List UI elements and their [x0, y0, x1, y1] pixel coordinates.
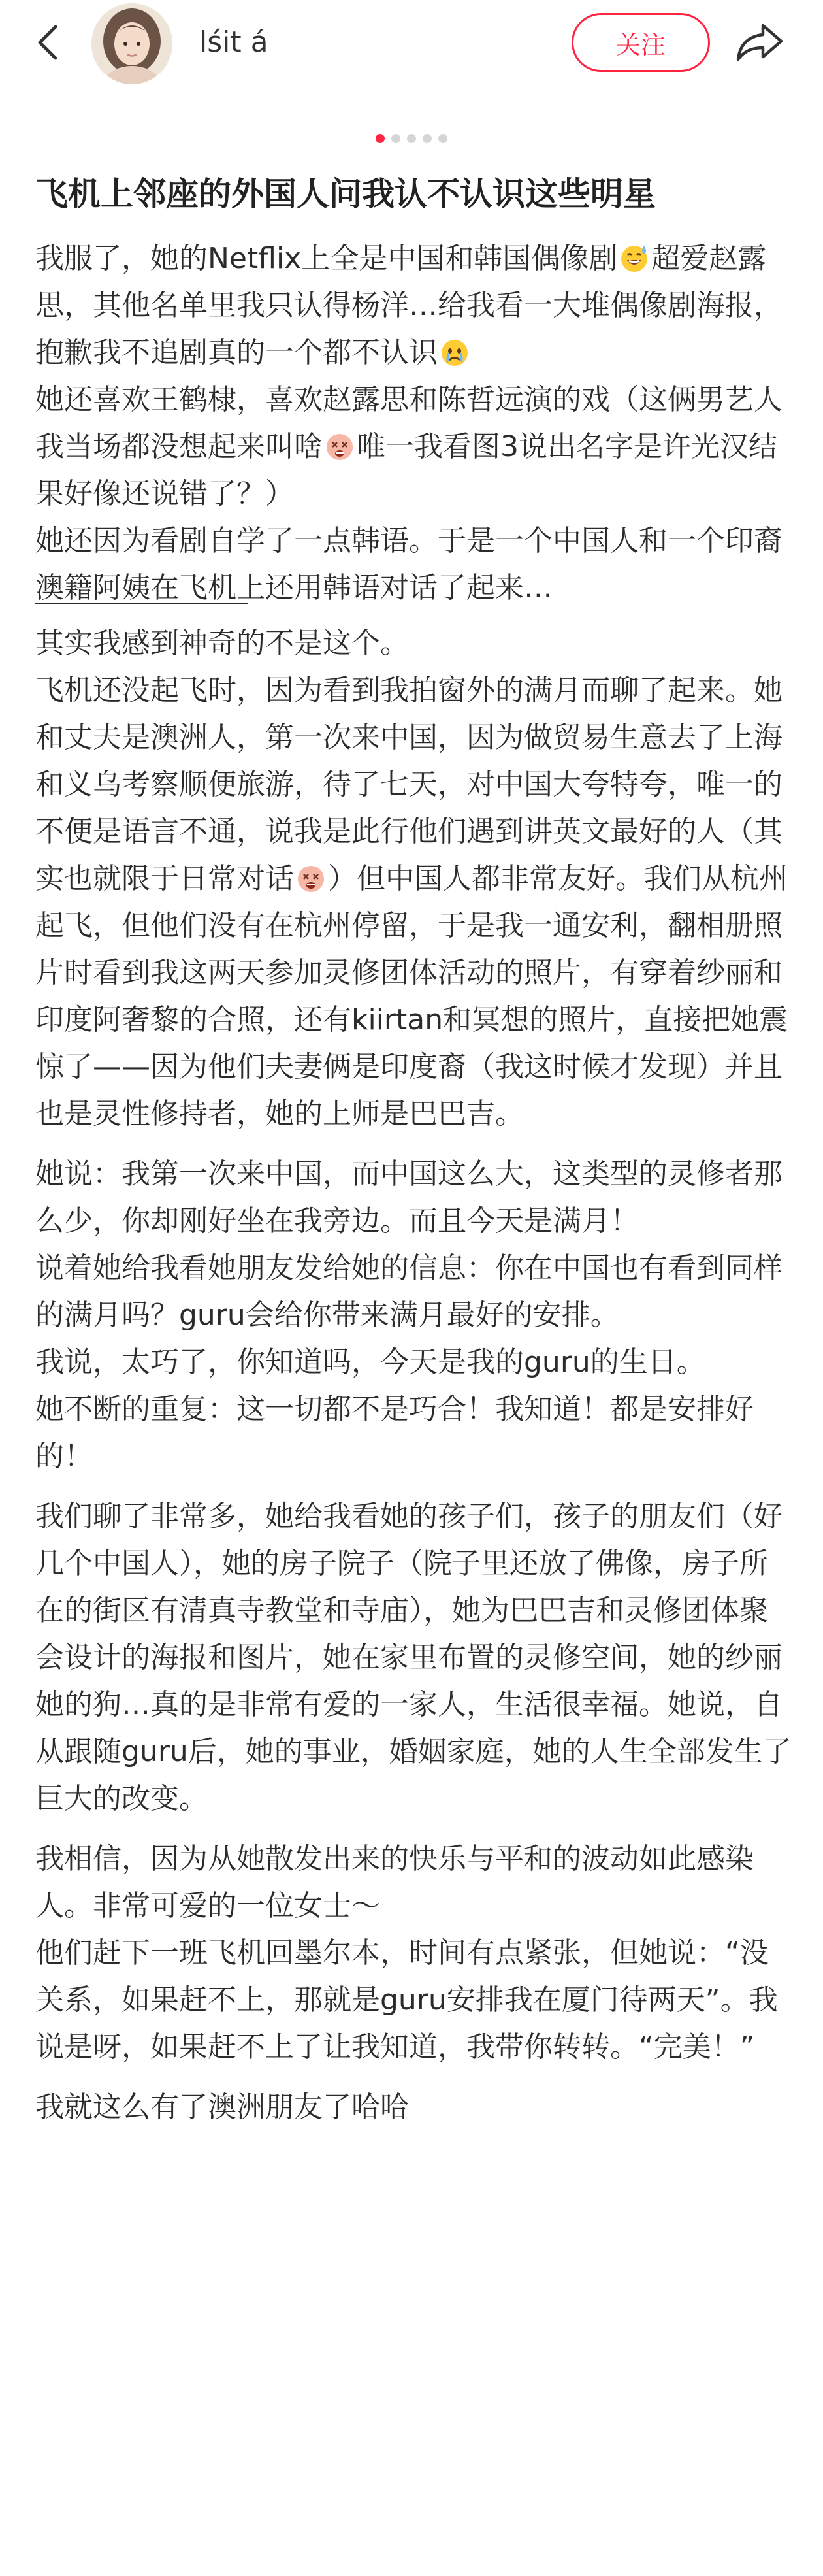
- carousel-dot-active: [376, 134, 385, 143]
- post-paragraph: [35, 235, 793, 376]
- post-paragraph: [35, 1245, 793, 1339]
- post-paragraph: [35, 1386, 793, 1480]
- paragraph-gap: [35, 1480, 793, 1493]
- avatar-image: [91, 3, 172, 84]
- dizzy-face-icon: [325, 429, 355, 459]
- post-paragraph: [35, 1151, 793, 1245]
- post-paragraph: [35, 1930, 793, 2071]
- sweat-smile-icon: [619, 240, 649, 271]
- post-paragraph: [35, 667, 793, 1138]
- paragraph-gap: [35, 2071, 793, 2084]
- share-button[interactable]: [730, 16, 789, 69]
- paragraph-text: 我说，太巧了，你知道吗，今天是我的guru的生日。: [35, 1346, 705, 1379]
- paragraph-text: 超爱赵露思，其他名单里我只认得杨洋…给我看一大堆偶像剧海报，抱歉我不追剧真的一个都不认识: [35, 242, 783, 369]
- post-content: [35, 171, 793, 2131]
- post-paragraph: [35, 518, 793, 612]
- paragraph-text: 我们聊了非常多，她给我看她的孩子们，孩子的朋友们（好几个中国人），她的房子院子（院子里还放了佛像，房子所在的街区有清真寺教堂和寺庙），她为巴巴吉和灵修团体聚会设计的海报和图片，她在家里布置的灵修空间，她的纱丽她的狗…真的是非常有爱的一家人，生活很幸福。她说，自从跟随guru后，她的事业，婚姻家庭，她的人生全部发生了巨大的改变。: [35, 1500, 792, 1815]
- share-arrow-icon: [734, 22, 785, 63]
- post-paragraph: [35, 1493, 793, 1823]
- paragraph-text: 她还因为看剧自学了一点韩语。于是一个中国人和一个印裔澳籍阿姨在飞机上还用韩语对话了起来…: [35, 524, 783, 604]
- paragraph-gap: [35, 1138, 793, 1151]
- paragraph-text: 飞机还没起飞时，因为看到我拍窗外的满月而聊了起来。她和丈夫是澳洲人，第一次来中国，因为做贸易生意去了上海和义乌考察顺便旅游，待了七天，对中国大夸特夸，唯一的不便是语言不通，说我是此行他们遇到讲英文最好的人（其实也就限于日常对话: [35, 674, 783, 895]
- follow-button[interactable]: 关注: [572, 13, 710, 72]
- carousel-dot: [438, 134, 447, 143]
- crying-face-icon: [440, 335, 470, 365]
- paragraph-text: 她说：我第一次来中国，而中国这么大，这类型的灵修者那么少，你却刚好坐在我旁边。而且今天是满月！: [35, 1157, 783, 1238]
- carousel-dot: [407, 134, 416, 143]
- post-paragraph: [35, 376, 793, 518]
- paragraph-text: 我相信，因为从她散发出来的快乐与平和的波动如此感染人。非常可爱的一位女士～: [35, 1842, 754, 1923]
- post-title: 飞机上邻座的外国人问我认不认识这些明星: [35, 175, 656, 213]
- paragraph-text: 其实我感到神奇的不是这个。: [35, 627, 409, 660]
- chevron-left-icon: [35, 23, 61, 62]
- post-paragraph: [35, 1339, 793, 1386]
- paragraph-text: 说着她给我看她朋友发给她的信息：你在中国也有看到同样的满月吗？guru会给你带来满月最好的安排。: [35, 1251, 783, 1332]
- paragraph-gap: [35, 1823, 793, 1836]
- paragraph-text: 他们赶下一班飞机回墨尔本，时间有点紧张，但她说：“没关系，如果赶不上，那就是guru安排我在厦门待两天”。我说是呀，如果赶不上了让我知道，我带你转转。“完美！”: [35, 1936, 778, 2064]
- carousel-dot: [391, 134, 400, 143]
- post-body: [35, 235, 793, 2131]
- paragraph-text: 唯一我看图3说出名字是许光汉结果好像还说错了？）: [35, 430, 777, 510]
- paragraph-text: 我服了，她的Netflix上全是中国和韩国偶像剧: [35, 242, 618, 275]
- paragraph-text: 我就这么有了澳洲朋友了哈哈: [35, 2090, 409, 2124]
- avatar[interactable]: [91, 3, 172, 84]
- post-paragraph: [35, 2084, 793, 2131]
- paragraph-text: ）但中国人都非常友好。我们从杭州起飞，但他们没有在杭州停留，于是我一通安利，翻相册照片时看到我这两天参加灵修团体活动的照片，有穿着纱丽和印度阿奢黎的合照，还有kiirtan和冥想的照片，直接把她震惊了——因为他们夫妻俩是印度裔（我这时候才发现）并且也是灵性修持者，她的上师是巴巴吉。: [35, 862, 788, 1131]
- post-paragraph: [35, 620, 793, 667]
- paragraph-text: 她还喜欢王鹤棣，喜欢赵露思和陈哲远演的戏（这俩男艺人我当场都没想起来叫啥: [35, 383, 783, 463]
- top-nav-bar: [0, 0, 823, 105]
- dizzy-face-icon: [296, 861, 326, 891]
- post-paragraph: [35, 1836, 793, 1930]
- carousel-dot: [423, 134, 432, 143]
- paragraph-text: 她不断的重复：这一切都不是巧合！我知道！都是安排好的！: [35, 1393, 754, 1473]
- carousel-indicator: [0, 134, 823, 143]
- back-button[interactable]: [25, 20, 71, 65]
- username[interactable]: lśit á: [199, 25, 268, 59]
